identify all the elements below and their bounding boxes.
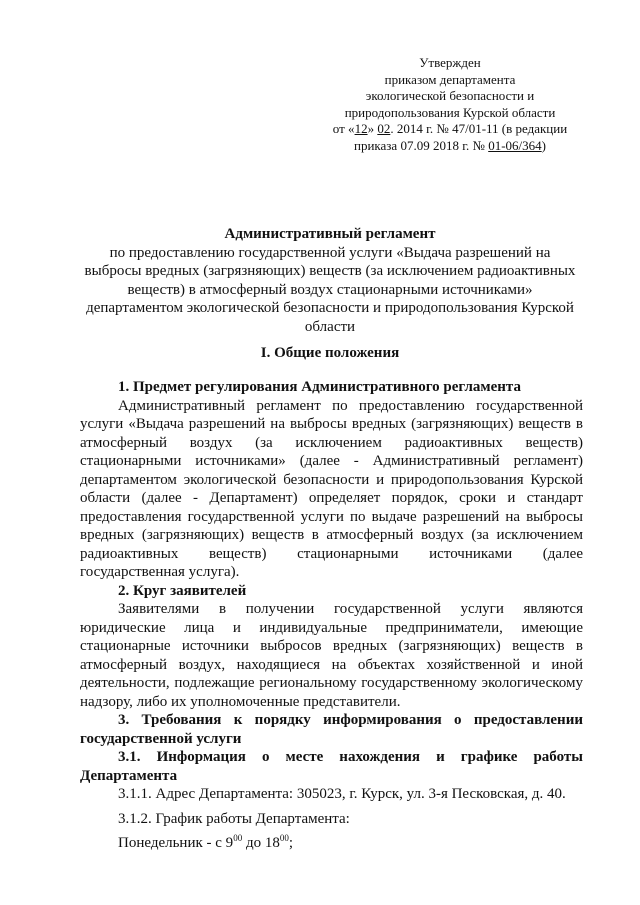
subsection-heading-3: 3. Требования к порядку информирования о предоставлении государственной услуги (80, 712, 583, 747)
subsection-heading-3-1: 3.1. Информация о месте нахождения и графике работы Департамента (80, 749, 583, 784)
regulation-title-description: по предоставлению государственной услуги «Выдача разрешений на выбросы вредных (загрязняющих) веществ (за исключением радиоактивных веществ) в атмосферный воздух стационарными источниками» департаментом экологической безопасности и природопользования Курской области (84, 244, 576, 335)
approval-stamp (300, 55, 600, 154)
approval-line: природопользования Курской области (344, 104, 556, 120)
paragraph-1: Административный регламент по предоставлению государственной услуги «Выдача разрешений на выбросы вредных (загрязняющих) веществ в атмосферный воздух (за исключением радиоактивных веществ) стационарными источниками» (далее - Административный регламент) департаментом экологической безопасности и природопользования Курской области (далее - Департамент) определяет порядок, сроки и стандарт предоставления государственной услуги по выдаче разрешений на выбросы вредных (загрязняющих) веществ в атмосферный воздух (за исключением радиоактивных веществ) стационарными источниками (далее государственная услуга). (80, 397, 583, 580)
approval-line-date: от «12» 02. 2014 г. № 47/01-11 (в редакции (332, 121, 568, 136)
regulation-title (80, 225, 580, 336)
approval-line-revision: приказа 07.09 2018 г. № 01-06/364) (353, 137, 547, 153)
approval-line: приказом департамента (384, 71, 516, 87)
approval-line: Утвержден (419, 55, 481, 70)
paragraph-3-1-2: 3.1.2. График работы Департамента: (118, 810, 350, 827)
paragraph-3-1-1: 3.1.1. Адрес Департамента: 305023, г. Курск, ул. 3-я Песковская, д. 40. (118, 786, 566, 802)
subsection-heading-2: 2. Круг заявителей (118, 582, 247, 599)
schedule-line: Понедельник - с $9^{00}$ до $18^{00}$; (118, 833, 293, 851)
approval-line: экологической безопасности и (365, 88, 535, 103)
regulation-title-main: Административный регламент (224, 226, 436, 242)
document-body (80, 378, 583, 853)
paragraph-2: Заявителями в получении государственной услуги являются юридические лица и индивидуальные предприниматели, имеющие стационарные источники выбросов вредных (загрязняющих) веществ в атмосферный воздух, находящиеся на объектах хозяйственной и иной деятельности, подлежащие региональному государственному экологическому надзору, либо их уполномоченные представители. (80, 601, 583, 710)
subsection-heading-1: 1. Предмет регулирования Административного регламента (118, 379, 521, 395)
section-heading: I. Общие положения (260, 345, 400, 361)
